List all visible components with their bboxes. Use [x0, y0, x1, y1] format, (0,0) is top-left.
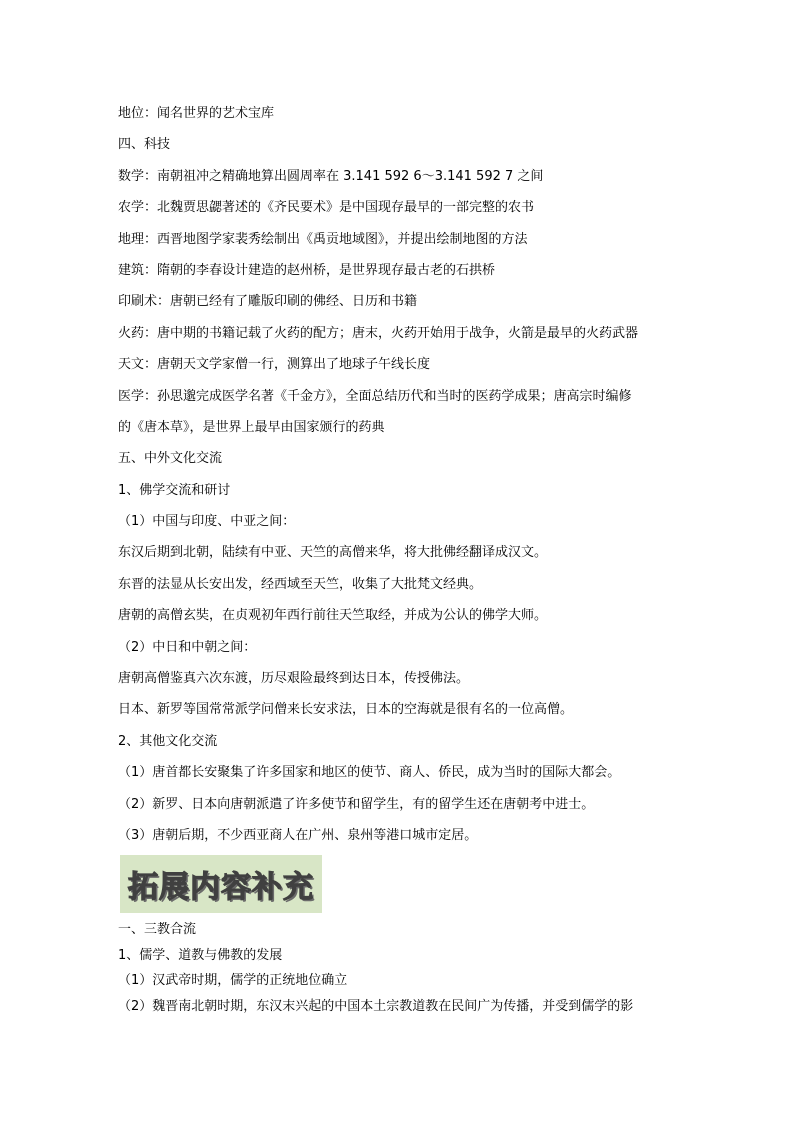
text-line: 1、佛学交流和研讨	[118, 482, 231, 498]
text-line: 农学：北魏贾思勰著述的《齐民要术》是中国现存最早的一部完整的农书	[118, 200, 535, 216]
text-line: 东汉后期到北朝，陆续有中亚、天竺的高僧来华，将大批佛经翻译成汉文。	[118, 545, 548, 561]
text-line: 数学：南朝祖冲之精确地算出圆周率在 3.141 592 6～3.141 592 7 之间	[118, 168, 544, 184]
text-line: （1）中国与印度、中亚之间：	[118, 514, 296, 530]
document-page	[118, 98, 688, 1019]
document-body-bottom	[118, 917, 688, 1019]
text-line: 一、三教合流	[118, 922, 197, 938]
document-body-top	[118, 98, 688, 851]
extension-banner	[120, 855, 322, 913]
text-line: （2）魏晋南北朝时期，东汉末兴起的中国本土宗教道教在民间广为传播，并受到儒学的影	[118, 998, 634, 1014]
text-line: 天文：唐朝天文学家僧一行，测算出了地球子午线长度	[118, 357, 431, 373]
text-line: 地理：西晋地图学家裴秀绘制出《禹贡地域图》，并提出绘制地图的方法	[118, 231, 528, 247]
text-line: 日本、新罗等国常常派学问僧来长安求法，日本的空海就是很有名的一位高僧。	[118, 702, 574, 718]
text-line: 建筑：隋朝的李春设计建造的赵州桥，是世界现存最古老的石拱桥	[118, 262, 496, 278]
text-line: 唐朝的高僧玄奘，在贞观初年西行前往天竺取经，并成为公认的佛学大师。	[118, 608, 548, 624]
text-line: （2）新罗、日本向唐朝派遣了许多使节和留学生，有的留学生还在唐朝考中进士。	[118, 796, 595, 812]
text-line: 医学：孙思邈完成医学名著《千金方》，全面总结历代和当时的医药学成果；唐高宗时编修	[118, 388, 632, 404]
text-line: 四、科技	[118, 137, 171, 153]
text-line: 唐朝高僧鉴真六次东渡，历尽艰险最终到达日本，传授佛法。	[118, 671, 470, 687]
text-line: （3）唐朝后期，不少西亚商人在广州、泉州等港口城市定居。	[118, 827, 478, 843]
text-line: 2、其他文化交流	[118, 733, 218, 749]
text-line: （1）唐首都长安聚集了许多国家和地区的使节、商人、侨民，成为当时的国际大都会。	[118, 765, 621, 781]
text-line: 东晋的法显从长安出发，经西域至天竺，收集了大批梵文经典。	[118, 576, 483, 592]
text-line: （2）中日和中朝之间：	[118, 639, 257, 655]
banner-title: 拓展内容补充	[128, 870, 314, 906]
text-line: 的《唐本草》，是世界上最早由国家颁行的药典	[118, 419, 385, 435]
text-line: 火药：唐中期的书籍记载了火药的配方；唐末，火药开始用于战争，火箭是最早的火药武器	[118, 325, 639, 341]
text-line: 地位：闻名世界的艺术宝库	[118, 106, 275, 121]
text-line: 印刷术：唐朝已经有了雕版印刷的佛经、日历和书籍	[118, 294, 418, 310]
text-line: 1、儒学、道教与佛教的发展	[118, 947, 283, 963]
text-line: （1）汉武帝时期，儒学的正统地位确立	[118, 973, 348, 989]
text-line: 五、中外文化交流	[118, 451, 223, 467]
